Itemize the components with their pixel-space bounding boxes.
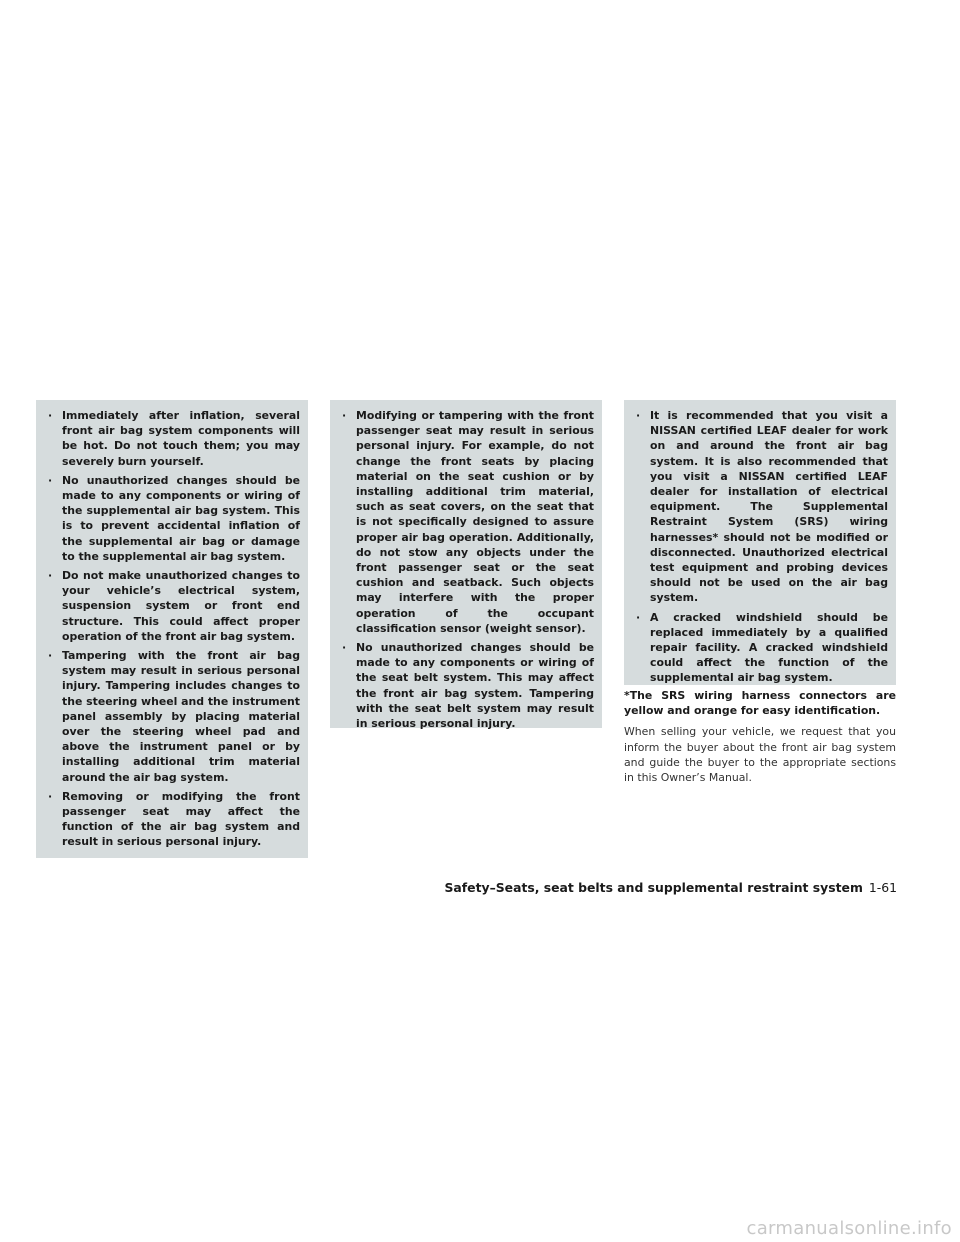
warning-box-column-3 bbox=[624, 400, 896, 685]
list-item: · Modifying or tampering with the front passenger seat may result in serious personal injury. For example, do not change the front seats by placing material on the seat cushion or by installing additional trim material, such as seat covers, on the seat that is not specifically designed to assure proper air bag operation. Additionally, do not stow any objects under the front passenger seat or the seat cushion and seatback. Such objects may interfere with the proper operation of the occupant classification sensor (weight sensor). bbox=[336, 408, 594, 636]
column-3-body bbox=[624, 688, 896, 785]
footer-section-title: Safety–Seats, seat belts and supplemental restraint system bbox=[444, 880, 863, 895]
list-item: · Do not make unauthorized changes to your vehicle’s electrical system, suspension system or front end structure. This could affect proper operation of the front air bag system. bbox=[42, 568, 300, 644]
warning-box-column-1 bbox=[36, 400, 308, 858]
warning-list-1 bbox=[42, 408, 300, 850]
selling-vehicle-paragraph: When selling your vehicle, we request that you inform the buyer about the front air bag system and guide the buyer to the appropriate sections in this Owner’s Manual. bbox=[624, 725, 896, 785]
list-item: · No unauthorized changes should be made to any components or wiring of the supplemental air bag system. This is to prevent accidental inflation of the supplemental air bag or damage to the supplemental air bag system. bbox=[42, 473, 300, 564]
list-item: · Removing or modifying the front passenger seat may affect the function of the air bag system and result in serious personal injury. bbox=[42, 789, 300, 850]
warning-list-2 bbox=[336, 408, 594, 731]
page-footer bbox=[444, 880, 897, 895]
watermark: carmanualsonline.info bbox=[746, 1218, 952, 1239]
list-item: · A cracked windshield should be replaced immediately by a qualified repair facility. A cracked windshield could affect the function of the supplemental air bag system. bbox=[630, 610, 888, 686]
list-item: · It is recommended that you visit a NISSAN certified LEAF dealer for work on and around the front air bag system. It is also recommended that you visit a NISSAN certified LEAF dealer for installation of electrical equipment. The Supplemental Restraint System (SRS) wiring harnesses* should not be modified or disconnected. Unauthorized electrical test equipment and probing devices should not be used on the air bag system. bbox=[630, 408, 888, 606]
warning-box-column-2 bbox=[330, 400, 602, 731]
list-item: · Immediately after inflation, several front air bag system components will be hot. Do not touch them; you may severely burn yourself. bbox=[42, 408, 300, 469]
list-item: · No unauthorized changes should be made to any components or wiring of the seat belt system. This may affect the front air bag system. Tampering with the seat belt system may result in serious personal injury. bbox=[336, 640, 594, 731]
srs-connector-note: *The SRS wiring harness connectors are yellow and orange for easy identification. bbox=[624, 689, 896, 718]
list-item: · Tampering with the front air bag system may result in serious personal injury. Tampering includes changes to the steering wheel and the instrument panel assembly by placing material over the steering wheel pad and above the instrument panel or by installing additional trim material around the air bag system. bbox=[42, 648, 300, 785]
warning-list-3 bbox=[630, 408, 888, 686]
page-number: 1-61 bbox=[868, 880, 897, 895]
